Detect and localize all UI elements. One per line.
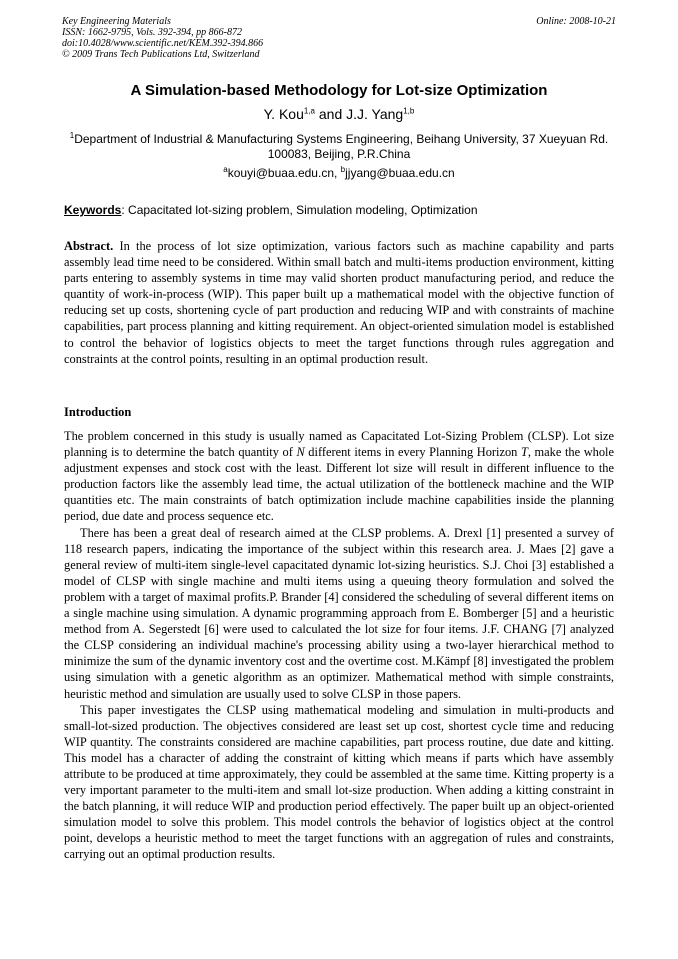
email-a-mark: a (223, 165, 228, 174)
paper-title: A Simulation-based Methodology for Lot-size Optimization (130, 82, 548, 99)
journal-header (62, 16, 616, 60)
keywords-text: Capacitated lot-sizing problem, Simulation modeling, Optimization (128, 203, 478, 217)
keywords-label: Keywords (64, 203, 122, 217)
affiliation (66, 132, 612, 162)
author-emails (40, 166, 638, 181)
email-b: jjyang@buaa.edu.cn (345, 166, 455, 180)
email-a: kouyi@buaa.edu.cn, (227, 166, 341, 180)
author-1-affil-mark: 1,a (303, 106, 315, 116)
intro-p1-part-c: , make the whole adjustment expenses and stock cost with the least. Different lot size will result in different influence to the production factors like the assembly lead time, the actual utilization of the bottleneck machine and the WIP quantities etc. The main constraints of batch optimization include machine capabilities inside the planning period, due date and process sequence etc. (64, 445, 614, 524)
doi-line: doi:10.4028/www.scientific.net/KEM.392-394.866 (62, 38, 264, 49)
intro-p1-part-a: The problem concerned in this study is usually named as Capacitated Lot-Sizing Problem (CLSP). Lot size planning is to determine the batch quantity of (64, 429, 614, 460)
affiliation-mark: 1 (69, 131, 75, 140)
author-line (40, 105, 638, 123)
online-date: Online: 2008-10-21 (536, 16, 616, 27)
intro-paragraph-3: This paper investigates the CLSP using mathematical modeling and simulation in multi-products and small-lot-sized production. The objectives considered are least set up cost, shortest cycle time and reducing WIP quantity. The constraints considered are machine capabilities, part process routine, due date and kitting. This model has a character of adding the constraint of kitting which means if parts which have assembly attribute to be produced at time approximately, they could be assembled at the same time. Kitting property is a very important parameter to the multi-item and small lot-size production. When adding a kitting constraint in the batch planning, it will reduce WIP and production period effectively. The paper built up an object-oriented simulation model to solve this problem. This model controls the behavior of logistics object at the control point, develops a heuristic method to meet the target functions with an aggregation of rules and constraints, carrying out an optimal production results. (64, 702, 614, 862)
intro-paragraph-1 (64, 428, 614, 525)
intro-paragraph-2: There has been a great deal of research aimed at the CLSP problems. A. Drexl [1] presented a survey of 118 research papers, indicating the importance of the subject within this research area. J. Maes [2] gave a general review of multi-item single-level capacitated dynamic lot-sizing heuristics. S.J. Choi [3] established a model of CLSP with single machine and multi items using a queuing theory formulation and solved the problem with a target of maximal profits.P. Brander [4] considered the scheduling of several different items on a single machine using simulation. A dynamic programming approach from E. Bomberger [5] and a heuristic method from A. Segerstedt [6] were used to calculated the lot size for four items. J.F. CHANG [7] analyzed the CLSP considering an individual machine's processing ability using a two-layer hierarchical method to minimize the sum of the dynamic inventory cost and the overtime cost. M.Kämpf [8] investigated the problem using simulation with a genetic algorithm as an optimizer. Mathematical method with simple constraints, heuristic method and simulation are usually used to solve CLSP in those papers. (64, 525, 614, 701)
introduction-heading: Introduction (64, 405, 132, 419)
keywords-colon: : (121, 203, 129, 217)
introduction-body (64, 428, 614, 863)
author-2-affil-mark: 1,b (403, 106, 415, 116)
copyright-line: © 2009 Trans Tech Publications Ltd, Switzerland (62, 49, 260, 60)
author-2: J.J. Yang (346, 106, 404, 122)
issn-line: ISSN: 1662-9795, Vols. 392-394, pp 866-872 (62, 27, 242, 38)
keywords (64, 203, 624, 218)
author-conjunction: and (315, 106, 347, 122)
author-1: Y. Kou (263, 106, 304, 122)
email-b-mark: b (340, 165, 346, 174)
abstract (64, 238, 614, 367)
journal-name: Key Engineering Materials (62, 16, 171, 27)
intro-p1-part-b: different items in every Planning Horizon (304, 445, 521, 460)
abstract-label: Abstract. (64, 239, 114, 253)
variable-n: N (296, 445, 305, 460)
affiliation-text: Department of Industrial & Manufacturing Systems Engineering, Beihang University, 37 Xueyuan Rd. 100083, Beijing, P.R.China (74, 132, 609, 161)
abstract-text: In the process of lot size optimization, various factors such as machine capability and parts assembly lead time need to be considered. Within small batch and multi-items production environment, kitting parts entering to assembly systems in time may valid shorten product manufacturing period, and reduce the quantity of work-in-process (WIP). This paper built up a mathematical model with the objective function of reducing set up costs, shortening cycle of part production and reducing WIP and with constraints of machine capabilities, part process planning and kitting requirement. An object-oriented simulation model is established to control the behavior of logistics objects to meet the target functions through rules aggregation and constraints at the control points, resulting in an optimal production result. (64, 239, 614, 366)
variable-t: T (520, 445, 528, 460)
